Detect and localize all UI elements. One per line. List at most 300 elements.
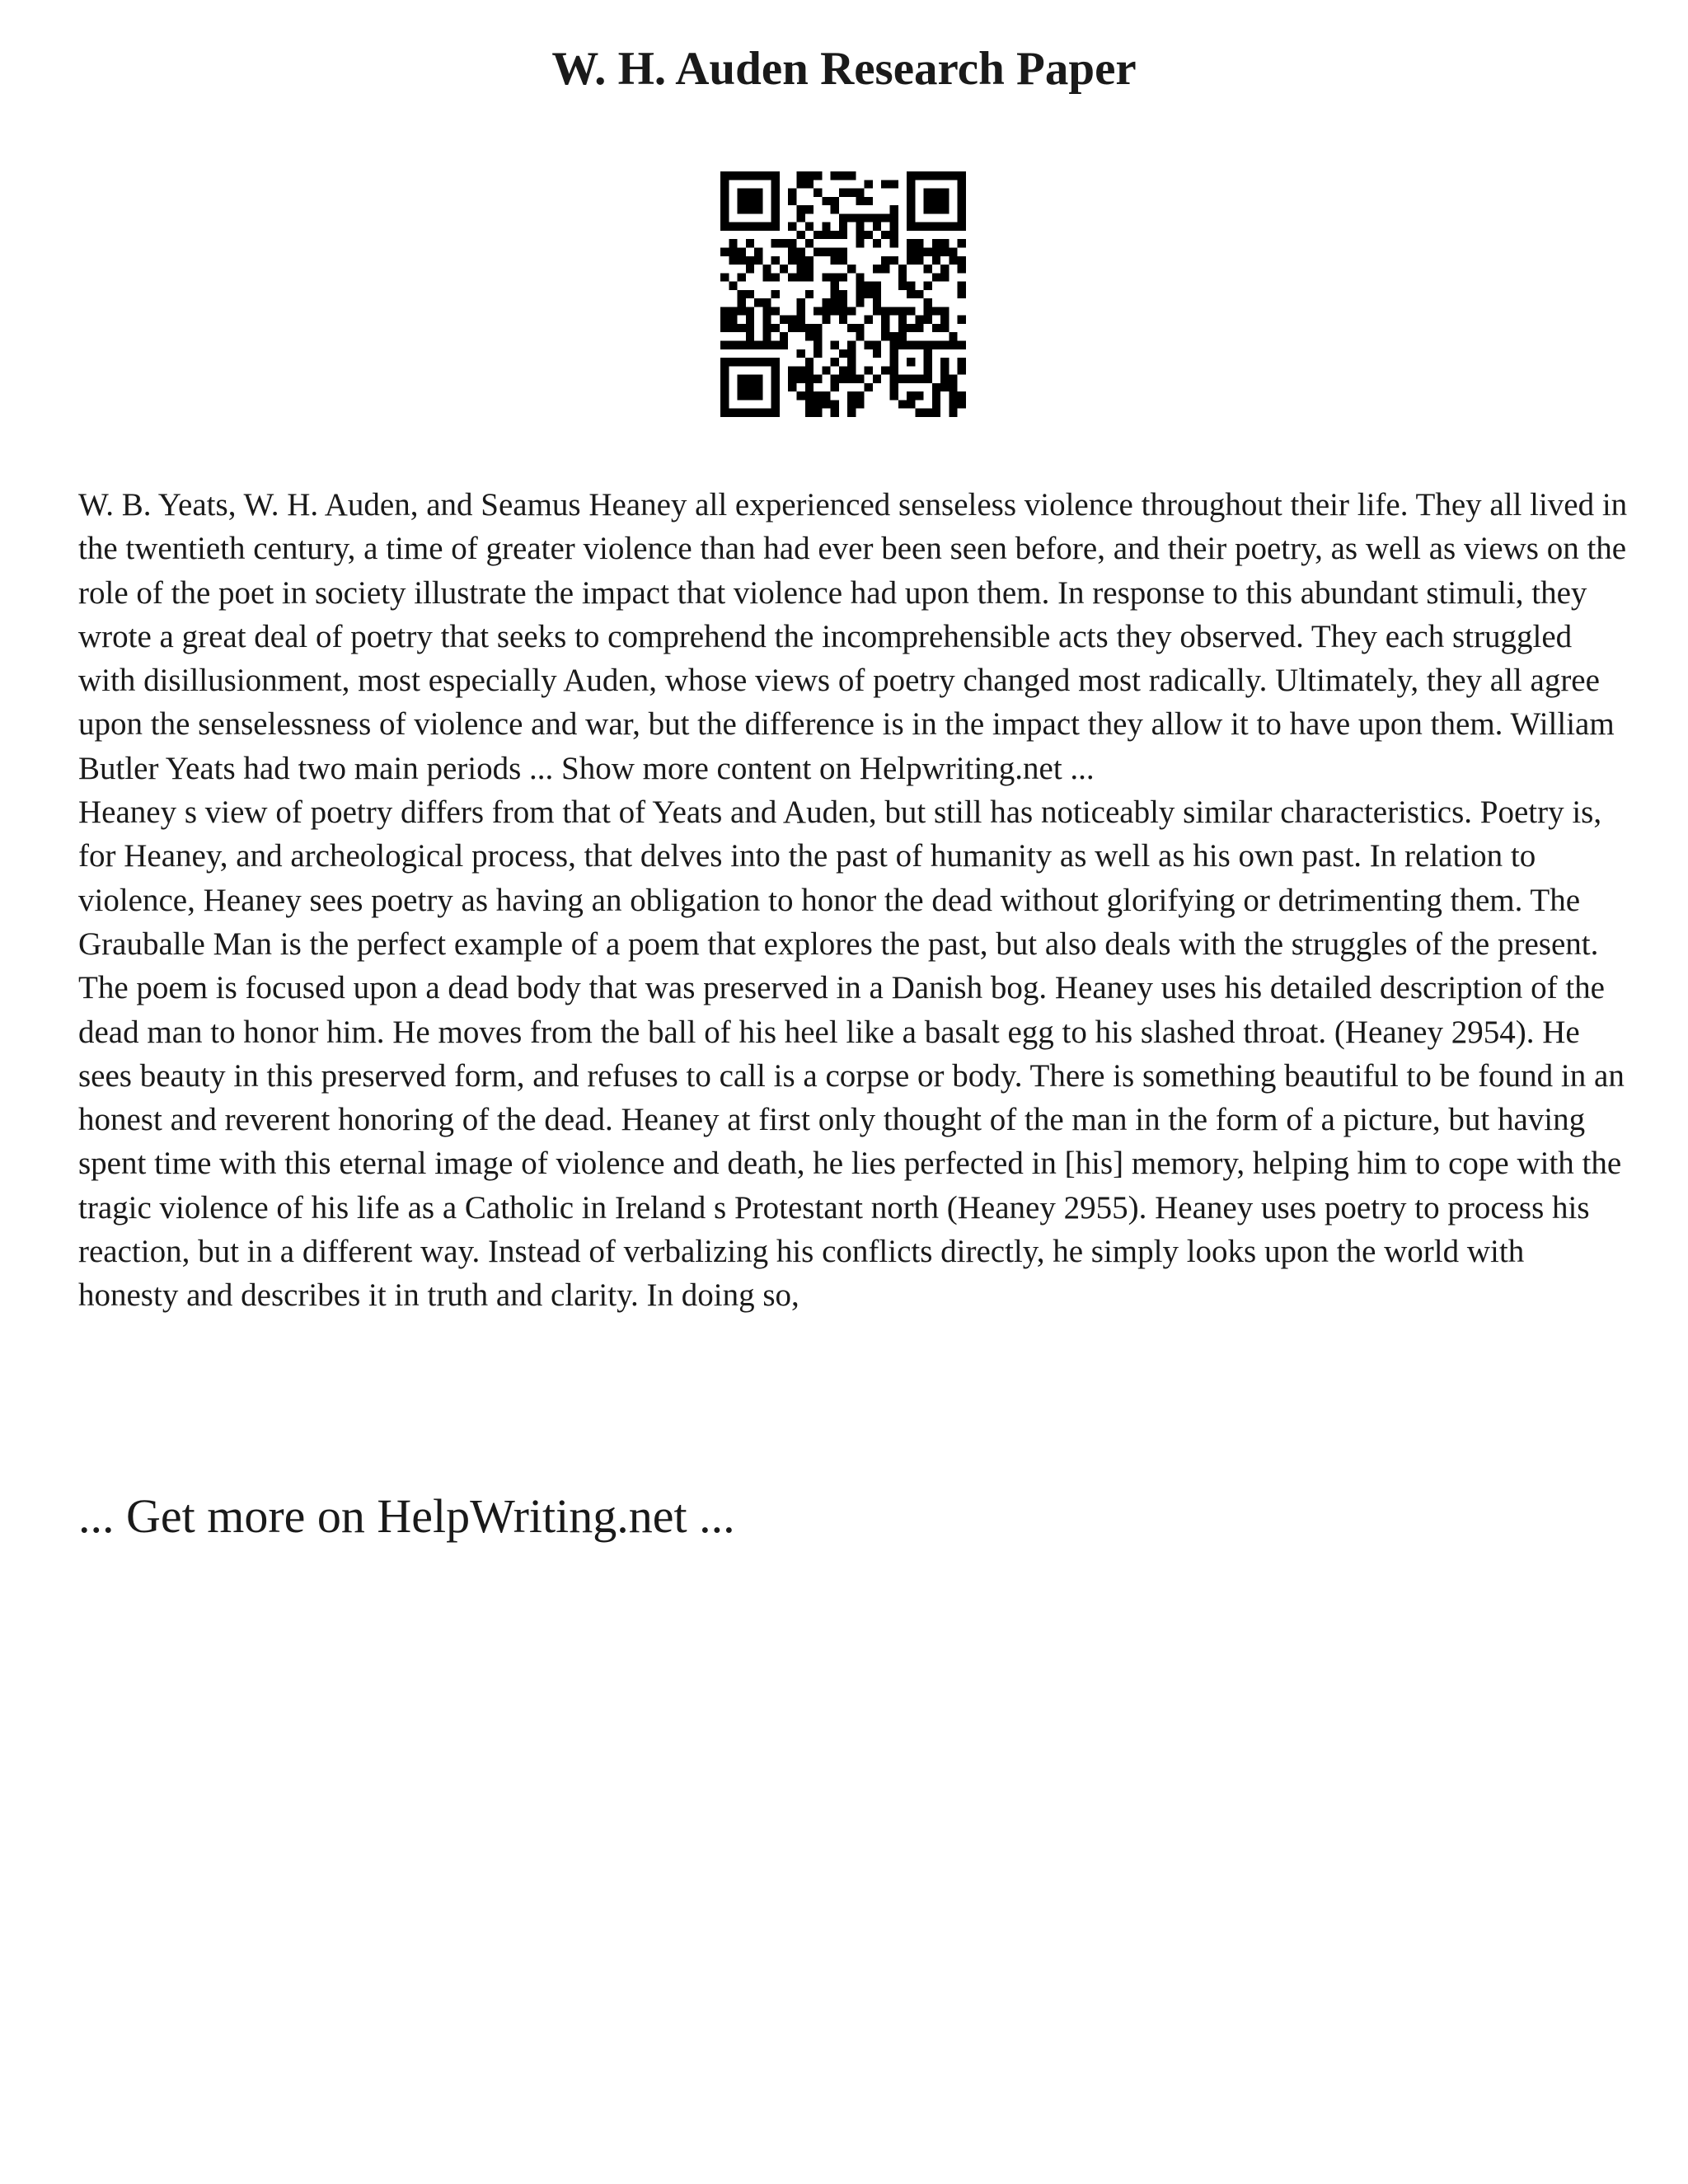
qr-module — [822, 197, 830, 205]
qr-module — [949, 375, 957, 383]
qr-module — [805, 358, 814, 366]
qr-module — [958, 180, 966, 188]
qr-module — [865, 231, 873, 239]
qr-module — [814, 171, 822, 180]
qr-module — [780, 341, 788, 349]
qr-module — [738, 223, 746, 231]
qr-module — [788, 239, 796, 247]
qr-module — [839, 223, 847, 231]
qr-module — [762, 171, 771, 180]
qr-module — [762, 324, 771, 332]
qr-module — [729, 409, 737, 417]
qr-module — [754, 171, 762, 180]
qr-module — [958, 256, 966, 265]
qr-module — [890, 375, 898, 383]
qr-module — [720, 197, 729, 205]
qr-module — [720, 247, 729, 255]
qr-module — [762, 307, 771, 315]
qr-module — [924, 349, 932, 358]
qr-module — [738, 273, 746, 281]
qr-module — [738, 205, 746, 213]
qr-module — [814, 247, 822, 255]
qr-module — [898, 265, 907, 273]
qr-module — [780, 316, 788, 324]
qr-module — [856, 273, 864, 281]
qr-module — [847, 171, 856, 180]
qr-module — [762, 298, 771, 307]
qr-module — [881, 366, 889, 374]
qr-module — [796, 265, 804, 273]
qr-module — [831, 298, 839, 307]
qr-module — [771, 273, 780, 281]
qr-module — [890, 391, 898, 400]
qr-module — [788, 324, 796, 332]
qr-module — [762, 265, 771, 273]
qr-module — [881, 231, 889, 239]
qr-module — [814, 409, 822, 417]
qr-module — [720, 213, 729, 222]
qr-module — [847, 324, 856, 332]
qr-module — [907, 171, 915, 180]
qr-module — [907, 324, 915, 332]
qr-module — [856, 231, 864, 239]
article-body — [78, 483, 1628, 1318]
qr-module — [932, 324, 940, 332]
qr-module — [720, 391, 729, 400]
qr-module — [932, 391, 940, 400]
qr-module — [720, 189, 729, 197]
qr-module — [924, 358, 932, 366]
qr-module — [932, 256, 940, 265]
qr-module — [932, 273, 940, 281]
qr-module — [771, 307, 780, 315]
qr-module — [796, 391, 804, 400]
qr-module — [796, 324, 804, 332]
qr-module — [847, 400, 856, 408]
paragraph-intro: W. B. Yeats, W. H. Auden, and Seamus Heaney all experienced senseless violence throughout their life. They all lived in the twentieth century, a time of greater violence than had ever been seen before, and their poetry, as well as views on the role of the poet in society illustrate the impact that violence had upon them. In response to this abundant stimuli, they wrote a great deal of poetry that seeks to comprehend the incomprehensible acts they observed. They each struggled with disillusionment, most especially Auden, whose views of poetry changed most radically. Ultimately, they all agree upon the senselessness of violence and war, but the difference is in the impact they allow it to have upon them. William Butler Yeats had two main periods ... Show more content on Helpwriting.net ... — [78, 487, 1628, 786]
qr-module — [738, 375, 746, 383]
qr-module — [898, 307, 907, 315]
qr-module — [771, 171, 780, 180]
qr-module — [822, 307, 830, 315]
qr-module — [865, 282, 873, 290]
qr-module — [805, 332, 814, 340]
qr-module — [847, 358, 856, 366]
qr-module — [932, 383, 940, 391]
qr-module — [847, 189, 856, 197]
qr-module — [924, 223, 932, 231]
qr-module — [805, 223, 814, 231]
qr-module — [847, 307, 856, 315]
qr-module — [771, 358, 780, 366]
qr-module — [865, 213, 873, 222]
qr-module — [814, 349, 822, 358]
qr-module — [890, 332, 898, 340]
qr-module — [915, 223, 923, 231]
qr-module — [873, 375, 881, 383]
qr-module — [796, 375, 804, 383]
qr-module — [915, 171, 923, 180]
qr-module — [831, 171, 839, 180]
qr-module — [839, 231, 847, 239]
qr-module — [932, 223, 940, 231]
qr-module — [831, 409, 839, 417]
qr-module — [754, 189, 762, 197]
qr-module — [958, 316, 966, 324]
qr-module — [898, 282, 907, 290]
qr-module — [907, 290, 915, 298]
qr-module — [805, 375, 814, 383]
qr-module — [831, 307, 839, 315]
qr-module — [949, 256, 957, 265]
qr-module — [805, 265, 814, 273]
qr-module — [771, 213, 780, 222]
qr-module — [805, 180, 814, 188]
qr-module — [746, 197, 754, 205]
qr-module — [940, 307, 949, 315]
qr-module — [856, 391, 864, 400]
qr-module — [839, 349, 847, 358]
qr-module — [805, 290, 814, 298]
qr-module — [746, 205, 754, 213]
qr-module — [796, 298, 804, 307]
qr-module — [924, 265, 932, 273]
qr-module — [940, 239, 949, 247]
qr-module — [720, 375, 729, 383]
qr-module — [890, 349, 898, 358]
qr-module — [847, 409, 856, 417]
qr-module — [940, 358, 949, 366]
qr-module — [814, 231, 822, 239]
qr-module — [746, 189, 754, 197]
qr-module — [907, 213, 915, 222]
qr-module — [771, 409, 780, 417]
qr-module — [856, 189, 864, 197]
qr-module — [788, 256, 796, 265]
qr-module — [738, 409, 746, 417]
qr-module — [822, 366, 830, 374]
qr-module — [831, 231, 839, 239]
qr-module — [958, 265, 966, 273]
qr-module — [754, 247, 762, 255]
qr-module — [720, 180, 729, 188]
qr-module — [932, 247, 940, 255]
qr-module — [805, 273, 814, 281]
qr-module — [720, 316, 729, 324]
qr-module — [839, 171, 847, 180]
qr-module — [805, 391, 814, 400]
qr-module — [940, 375, 949, 383]
qr-module — [940, 247, 949, 255]
qr-module — [746, 265, 754, 273]
qr-module — [814, 391, 822, 400]
qr-module — [720, 273, 729, 281]
qr-module — [924, 282, 932, 290]
get-more-link[interactable]: ... Get more on HelpWriting.net ... — [78, 1489, 735, 1543]
qr-module — [907, 282, 915, 290]
qr-module — [924, 171, 932, 180]
qr-module — [796, 205, 804, 213]
qr-module — [796, 213, 804, 222]
qr-module — [856, 324, 864, 332]
qr-module — [949, 341, 957, 349]
qr-module — [746, 256, 754, 265]
qr-module — [873, 223, 881, 231]
qr-module — [720, 223, 729, 231]
qr-module — [898, 332, 907, 340]
qr-module — [754, 358, 762, 366]
qr-module — [738, 341, 746, 349]
qr-module — [949, 223, 957, 231]
qr-module — [780, 332, 788, 340]
qr-module — [907, 400, 915, 408]
qr-module — [839, 213, 847, 222]
qr-module — [746, 239, 754, 247]
qr-module — [915, 316, 923, 324]
qr-module — [847, 341, 856, 349]
qr-module — [924, 247, 932, 255]
qr-module — [890, 383, 898, 391]
qr-module — [762, 223, 771, 231]
qr-module — [890, 213, 898, 222]
qr-module — [771, 197, 780, 205]
qr-module — [873, 290, 881, 298]
qr-module — [771, 391, 780, 400]
qr-module — [771, 324, 780, 332]
qr-module — [907, 205, 915, 213]
qr-module — [788, 366, 796, 374]
qr-module — [780, 265, 788, 273]
qr-module — [890, 341, 898, 349]
qr-module — [796, 316, 804, 324]
qr-code-graphic — [720, 171, 966, 417]
qr-module — [958, 223, 966, 231]
qr-module — [805, 256, 814, 265]
qr-module — [771, 189, 780, 197]
qr-module — [847, 349, 856, 358]
qr-module — [822, 400, 830, 408]
paragraph-heaney: Heaney s view of poetry differs from that of Yeats and Auden, but still has noticeably similar characteristics. Poetry is, for Heaney, and archeological process, that delves into the past of humanity as well as his own past. In relation to violence, Heaney sees poetry as having an obligation to honor the dead without glorifying or detrimenting them. The Grauballe Man is the perfect example of a poem that explores the past, but also deals with the struggles of the present. The poem is focused upon a dead body that was preserved in a Danish bog. Heaney uses his detailed description of the dead man to honor him. He moves from the ball of his heel like a basalt egg to his slashed throat. (Heaney 2954). He sees beauty in this preserved form, and refuses to call is a corpse or body. There is something beautiful to be found in an honest and reverent honoring of the dead. Heaney at first only thought of the man in the form of a picture, but having spent time with this eternal image of violence and death, he lies perfected in [his] memory, helping him to cope with the tragic violence of his life as a Catholic in Ireland s Protestant north (Heaney 2955). Heaney uses poetry to process his reaction, but in a different way. Instead of verbalizing his conflicts directly, he simply looks upon the world with honesty and describes it in truth and clarity. In doing so, — [78, 794, 1625, 1314]
qr-module — [873, 265, 881, 273]
qr-module — [729, 247, 737, 255]
qr-module — [865, 341, 873, 349]
qr-module — [788, 383, 796, 391]
qr-module — [856, 332, 864, 340]
qr-module — [746, 409, 754, 417]
qr-code-icon — [720, 171, 966, 417]
qr-module — [788, 316, 796, 324]
qr-module — [958, 400, 966, 408]
qr-module — [754, 341, 762, 349]
qr-module — [805, 324, 814, 332]
qr-module — [839, 273, 847, 281]
qr-module — [940, 171, 949, 180]
qr-module — [907, 391, 915, 400]
qr-module — [771, 341, 780, 349]
qr-module — [738, 391, 746, 400]
qr-module — [720, 366, 729, 374]
qr-module — [720, 324, 729, 332]
qr-module — [720, 383, 729, 391]
qr-module — [907, 180, 915, 188]
qr-module — [805, 205, 814, 213]
qr-module — [814, 341, 822, 349]
qr-module — [915, 239, 923, 247]
qr-module — [754, 256, 762, 265]
qr-module — [805, 366, 814, 374]
qr-module — [746, 171, 754, 180]
qr-module — [881, 256, 889, 265]
qr-module — [898, 400, 907, 408]
qr-module — [720, 171, 729, 180]
qr-module — [924, 375, 932, 383]
qr-module — [932, 189, 940, 197]
qr-module — [788, 197, 796, 205]
qr-module — [814, 189, 822, 197]
qr-module — [839, 298, 847, 307]
qr-module — [788, 247, 796, 255]
qr-module — [949, 391, 957, 400]
qr-module — [940, 189, 949, 197]
qr-module — [805, 400, 814, 408]
qr-module — [907, 307, 915, 315]
qr-module — [915, 256, 923, 265]
qr-module — [839, 256, 847, 265]
qr-module — [788, 273, 796, 281]
qr-module — [822, 223, 830, 231]
qr-module — [932, 197, 940, 205]
qr-module — [831, 383, 839, 391]
qr-module — [822, 247, 830, 255]
qr-module — [958, 391, 966, 400]
qr-module — [847, 265, 856, 273]
qr-module — [839, 247, 847, 255]
qr-module — [762, 358, 771, 366]
qr-module — [924, 341, 932, 349]
qr-module — [890, 223, 898, 231]
qr-module — [729, 324, 737, 332]
qr-module — [890, 231, 898, 239]
qr-module — [762, 332, 771, 340]
qr-module — [873, 298, 881, 307]
qr-module — [958, 282, 966, 290]
qr-module — [738, 247, 746, 255]
qr-module — [746, 307, 754, 315]
qr-module — [856, 290, 864, 298]
qr-module — [890, 256, 898, 265]
qr-module — [729, 171, 737, 180]
qr-module — [831, 197, 839, 205]
qr-module — [746, 316, 754, 324]
qr-module — [940, 265, 949, 273]
qr-module — [746, 290, 754, 298]
qr-module — [729, 282, 737, 290]
qr-module — [940, 341, 949, 349]
qr-module — [907, 189, 915, 197]
qr-module — [932, 409, 940, 417]
qr-module — [729, 256, 737, 265]
qr-module — [924, 298, 932, 307]
qr-module — [839, 290, 847, 298]
qr-module — [754, 197, 762, 205]
qr-module — [881, 265, 889, 273]
qr-module — [738, 189, 746, 197]
qr-module — [940, 223, 949, 231]
qr-module — [746, 341, 754, 349]
qr-module — [924, 409, 932, 417]
qr-module — [958, 189, 966, 197]
qr-module — [771, 290, 780, 298]
qr-module — [924, 307, 932, 315]
qr-module — [898, 316, 907, 324]
qr-module — [738, 171, 746, 180]
qr-module — [881, 332, 889, 340]
qr-module — [814, 332, 822, 340]
qr-module — [788, 223, 796, 231]
qr-module — [771, 223, 780, 231]
qr-module — [881, 307, 889, 315]
qr-module — [762, 341, 771, 349]
qr-module — [729, 341, 737, 349]
qr-module — [924, 316, 932, 324]
qr-module — [940, 197, 949, 205]
qr-module — [771, 366, 780, 374]
qr-module — [907, 256, 915, 265]
qr-module — [746, 383, 754, 391]
qr-module — [746, 332, 754, 340]
qr-module — [949, 171, 957, 180]
page-title: W. H. Auden Research Paper — [551, 43, 1137, 95]
qr-module — [814, 375, 822, 383]
qr-module — [907, 247, 915, 255]
qr-module — [754, 383, 762, 391]
qr-module — [822, 231, 830, 239]
qr-module — [915, 391, 923, 400]
qr-module — [898, 324, 907, 332]
qr-module — [898, 273, 907, 281]
qr-module — [839, 366, 847, 374]
qr-module — [907, 197, 915, 205]
qr-module — [754, 298, 762, 307]
qr-module — [720, 358, 729, 366]
qr-module — [915, 247, 923, 255]
qr-module — [771, 375, 780, 383]
qr-module — [915, 375, 923, 383]
qr-module — [856, 282, 864, 290]
qr-module — [915, 341, 923, 349]
qr-module — [738, 324, 746, 332]
qr-module — [958, 171, 966, 180]
qr-module — [754, 409, 762, 417]
qr-module — [890, 366, 898, 374]
qr-module — [746, 324, 754, 332]
qr-module — [762, 409, 771, 417]
qr-module — [762, 273, 771, 281]
qr-module — [822, 273, 830, 281]
qr-module — [890, 307, 898, 315]
qr-module — [958, 366, 966, 374]
qr-module — [788, 375, 796, 383]
qr-module — [831, 375, 839, 383]
qr-module — [940, 316, 949, 324]
qr-module — [907, 223, 915, 231]
qr-module — [738, 290, 746, 298]
qr-module — [915, 290, 923, 298]
qr-module — [796, 231, 804, 239]
qr-module — [856, 197, 864, 205]
qr-module — [738, 197, 746, 205]
qr-module — [738, 298, 746, 307]
